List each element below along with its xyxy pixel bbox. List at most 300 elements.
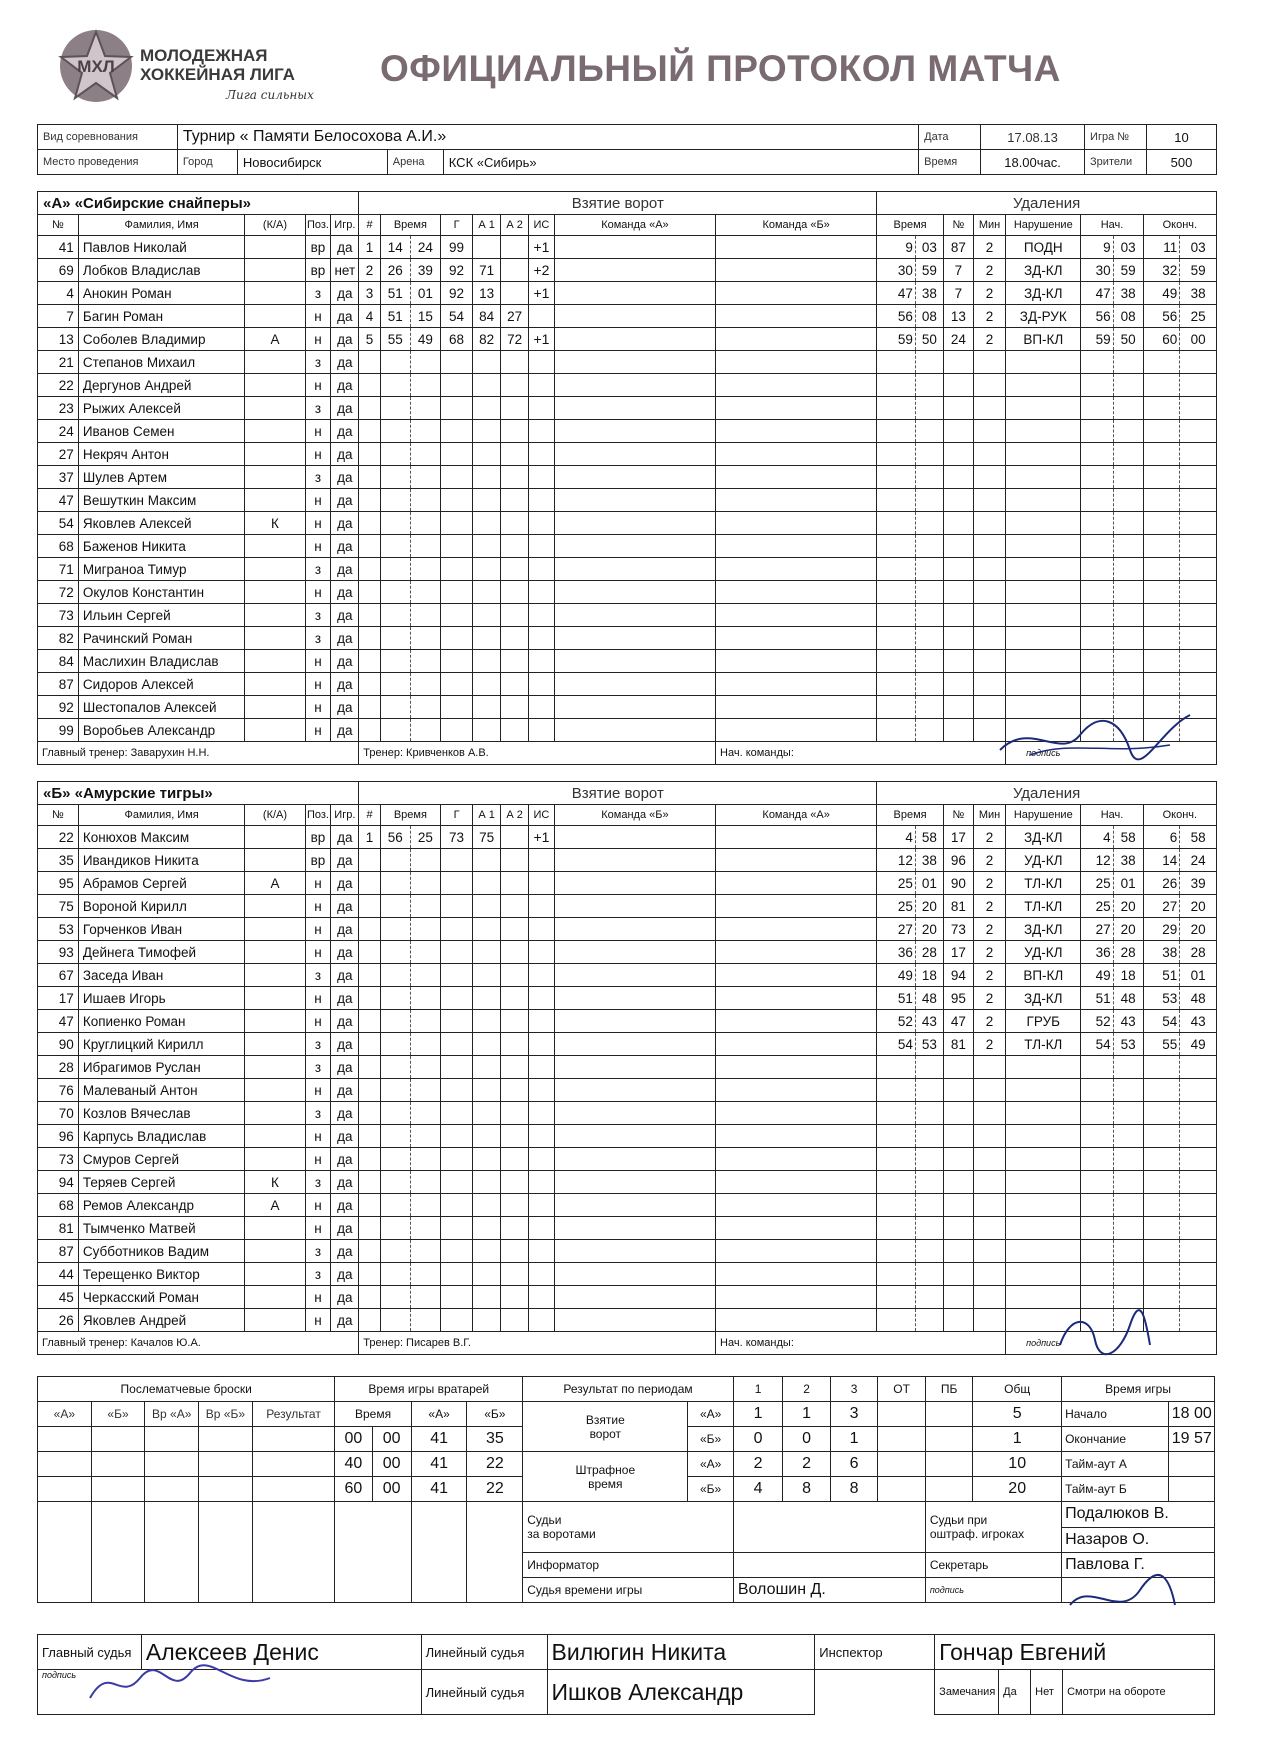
goal-strength — [529, 443, 555, 466]
goal-scorer — [440, 650, 472, 673]
goal-second — [410, 872, 440, 895]
goal-index — [359, 696, 380, 719]
penalty-player: 95 — [943, 987, 973, 1010]
penalty-start-minute: 12 — [1081, 849, 1113, 872]
goals-b-total: 1 — [973, 1427, 1062, 1452]
goal-assist-2 — [501, 696, 529, 719]
goal-scorer: 73 — [440, 826, 472, 849]
remarks-yes[interactable]: Да — [999, 1670, 1031, 1715]
goal-strength — [529, 627, 555, 650]
penalty-player — [943, 696, 973, 719]
goal-scorer — [440, 351, 472, 374]
penalty-start-second: 38 — [1113, 849, 1143, 872]
penalty-minutes — [973, 604, 1005, 627]
goal-assist-2 — [501, 558, 529, 581]
penalty-end-second — [1180, 627, 1217, 650]
goal-minute — [380, 696, 410, 719]
goal-second — [410, 1010, 440, 1033]
penalty-player — [943, 627, 973, 650]
penalty-player — [943, 1263, 973, 1286]
penalty-minute: 54 — [877, 1033, 916, 1056]
goal-assist-2 — [501, 895, 529, 918]
goal-strength — [529, 1125, 555, 1148]
goal-minute — [380, 1263, 410, 1286]
pim-a-p1: 2 — [733, 1452, 783, 1477]
goal-second — [410, 512, 440, 535]
player-row — [38, 1102, 1217, 1125]
penalty-end-second — [1180, 512, 1217, 535]
player-name: Павлов Николай — [78, 236, 245, 259]
goal-scorer — [440, 1079, 472, 1102]
goal-second — [410, 1148, 440, 1171]
penalty-start-second — [1113, 351, 1143, 374]
player-number: 53 — [38, 918, 79, 941]
venue-label: Место проведения — [38, 150, 178, 175]
penalty-second — [915, 558, 943, 581]
penalty-minutes — [973, 443, 1005, 466]
player-name: Рыжих Алексей — [78, 397, 245, 420]
penalty-end-minute — [1143, 581, 1180, 604]
goal-assist-2 — [501, 1148, 529, 1171]
assist2-header: А 2 — [501, 215, 529, 236]
goal-strength — [529, 673, 555, 696]
player-captain-mark — [245, 895, 305, 918]
goal-assist-1 — [473, 374, 501, 397]
goals-b-p3: 1 — [830, 1427, 877, 1452]
scorer-header: Г — [440, 805, 472, 826]
goal-strength — [529, 512, 555, 535]
player-captain-mark — [245, 1056, 305, 1079]
goal-scorer: 54 — [440, 305, 472, 328]
penalty-minutes — [973, 397, 1005, 420]
gk-row1-a: 41 — [411, 1427, 467, 1452]
penalty-second — [915, 443, 943, 466]
player-row — [38, 964, 1217, 987]
penalty-start-minute — [1081, 604, 1113, 627]
goals-team-left-cell — [554, 512, 715, 535]
player-number: 37 — [38, 466, 79, 489]
penalty-start-minute — [1081, 512, 1113, 535]
goal-assist-2 — [501, 351, 529, 374]
penalty-minute: 59 — [877, 328, 916, 351]
player-captain-mark — [245, 374, 305, 397]
penalty-minute — [877, 420, 916, 443]
penalty-minutes: 2 — [973, 987, 1005, 1010]
penalty-end-minute — [1143, 374, 1180, 397]
penalty-end-minute: 51 — [1143, 964, 1180, 987]
penalty-second — [915, 351, 943, 374]
goal-assist-2 — [501, 1079, 529, 1102]
penalty-minutes — [973, 1263, 1005, 1286]
goals-team-right-cell — [716, 1309, 877, 1332]
goal-minute — [380, 719, 410, 742]
penalty-minutes — [973, 1286, 1005, 1309]
player-captain-mark — [245, 489, 305, 512]
penalty-minute — [877, 1286, 916, 1309]
chief-referee-name: Алексеев Денис — [141, 1635, 421, 1670]
player-number: 71 — [38, 558, 79, 581]
goals-team-right-cell — [716, 1194, 877, 1217]
goals-team-left-cell — [554, 420, 715, 443]
goals-team-right-cell — [716, 1033, 877, 1056]
penalty-violation — [1006, 512, 1081, 535]
goal-index — [359, 849, 380, 872]
penalty-start-minute: 25 — [1081, 895, 1113, 918]
penalty-minute — [877, 1194, 916, 1217]
goal-second — [410, 581, 440, 604]
player-position: н — [305, 719, 331, 742]
goal-scorer — [440, 895, 472, 918]
penalty-player: 47 — [943, 1010, 973, 1033]
goal-scorer — [440, 872, 472, 895]
goal-assist-1 — [473, 1148, 501, 1171]
player-position: н — [305, 1286, 331, 1309]
goals-team-right-cell — [716, 1240, 877, 1263]
penalty-player — [943, 1125, 973, 1148]
penalty-minutes — [973, 1194, 1005, 1217]
goals-team-right-cell — [716, 420, 877, 443]
player-played: да — [331, 466, 359, 489]
penalty-start-second: 03 — [1113, 236, 1143, 259]
player-played: да — [331, 1286, 359, 1309]
player-row — [38, 443, 1217, 466]
goal-minute — [380, 849, 410, 872]
goals-team-left-cell — [554, 941, 715, 964]
penalty-end-second — [1180, 1125, 1217, 1148]
player-played: да — [331, 719, 359, 742]
goal-assist-1 — [473, 1171, 501, 1194]
player-number: 96 — [38, 1125, 79, 1148]
player-number: 44 — [38, 1263, 79, 1286]
goals-team-right-cell — [716, 558, 877, 581]
city-label: Город — [177, 150, 237, 175]
goals-team-right-cell — [716, 826, 877, 849]
penalty-end-second — [1180, 1079, 1217, 1102]
goal-index — [359, 535, 380, 558]
penalty-start-second — [1113, 1148, 1143, 1171]
goal-assist-2 — [501, 489, 529, 512]
goals-a-p1: 1 — [733, 1402, 783, 1427]
linesman-1-label: Линейный судья — [421, 1635, 547, 1670]
penalty-end-second: 38 — [1180, 282, 1217, 305]
pim-label-2: время — [588, 1476, 623, 1491]
goal-minute: 14 — [380, 236, 410, 259]
game-no-label: Игра № — [1085, 125, 1147, 150]
goal-assist-1 — [473, 558, 501, 581]
penalty-minute — [877, 489, 916, 512]
penalty-minute: 27 — [877, 918, 916, 941]
pim-a-p3: 6 — [830, 1452, 877, 1477]
chief-signature-label: подпись — [38, 1670, 422, 1715]
penalty-minutes: 2 — [973, 826, 1005, 849]
goal-scorer — [440, 987, 472, 1010]
remarks-no[interactable]: Нет — [1031, 1670, 1063, 1715]
goal-assist-2 — [501, 604, 529, 627]
penalty-minutes: 2 — [973, 964, 1005, 987]
penalty-minute — [877, 1263, 916, 1286]
penalty-minute: 49 — [877, 964, 916, 987]
penalty-minutes — [973, 558, 1005, 581]
player-position: н — [305, 650, 331, 673]
assist2-header: А 2 — [501, 805, 529, 826]
goal-assist-2 — [501, 374, 529, 397]
end-time: 19 57 — [1169, 1427, 1215, 1452]
coach: Тренер: Кривченков А.В. — [359, 742, 716, 765]
goal-strength — [529, 535, 555, 558]
goal-assist-2 — [501, 1102, 529, 1125]
player-row — [38, 466, 1217, 489]
so-team-a: «А» — [38, 1402, 92, 1427]
goals-team-left-cell — [554, 1010, 715, 1033]
goal-minute — [380, 1102, 410, 1125]
goal-second — [410, 719, 440, 742]
goals-title: Взятие ворот — [359, 192, 877, 215]
player-position: з — [305, 964, 331, 987]
penalty-start-minute — [1081, 466, 1113, 489]
player-played: да — [331, 964, 359, 987]
penalty-start-second — [1113, 627, 1143, 650]
player-name: Лобков Владислав — [78, 259, 245, 282]
goal-minute — [380, 650, 410, 673]
goal-assist-1 — [473, 443, 501, 466]
penalty-violation — [1006, 1148, 1081, 1171]
penalty-start-header: Нач. — [1081, 215, 1143, 236]
goal-index: 1 — [359, 236, 380, 259]
penalty-start-minute — [1081, 1171, 1113, 1194]
goal-strength — [529, 1217, 555, 1240]
goal-scorer — [440, 941, 472, 964]
goals-team-left-cell — [554, 1240, 715, 1263]
goal-assist-2 — [501, 872, 529, 895]
penalty-second — [915, 1102, 943, 1125]
penalty-end-second — [1180, 443, 1217, 466]
goal-scorer — [440, 1010, 472, 1033]
player-row — [38, 941, 1217, 964]
player-position: н — [305, 918, 331, 941]
penalty-judge-1: Подалюков В. — [1062, 1502, 1215, 1528]
penalty-end-minute — [1143, 1194, 1180, 1217]
goal-scorer: 92 — [440, 282, 472, 305]
penalty-second — [915, 1286, 943, 1309]
player-played: да — [331, 282, 359, 305]
penalty-player — [943, 1217, 973, 1240]
pim-team-a-label: «А» — [688, 1452, 733, 1477]
goals-team-right-cell — [716, 1056, 877, 1079]
penalty-end-minute — [1143, 535, 1180, 558]
player-captain-mark — [245, 719, 305, 742]
goals-team-right-cell — [716, 374, 877, 397]
penalty-start-minute — [1081, 535, 1113, 558]
timekeeper-label: Судья времени игры — [523, 1578, 734, 1603]
penalty-end-minute — [1143, 1171, 1180, 1194]
penalty-violation: ТЛ-КЛ — [1006, 895, 1081, 918]
goal-minute — [380, 397, 410, 420]
goal-minute: 55 — [380, 328, 410, 351]
goal-minute — [380, 1217, 410, 1240]
goal-minute: 51 — [380, 282, 410, 305]
penalty-end-minute — [1143, 1240, 1180, 1263]
player-number: 75 — [38, 895, 79, 918]
goal-assist-2 — [501, 1010, 529, 1033]
goal-minute — [380, 1194, 410, 1217]
goal-index — [359, 1102, 380, 1125]
goal-index — [359, 489, 380, 512]
goal-time-header: Время — [380, 805, 440, 826]
penalty-second — [915, 535, 943, 558]
scorer-header: Г — [440, 215, 472, 236]
penalty-player — [943, 1194, 973, 1217]
penalty-player — [943, 512, 973, 535]
date-label: Дата — [919, 125, 981, 150]
penalty-second — [915, 489, 943, 512]
goal-assist-1 — [473, 581, 501, 604]
penalty-second: 18 — [915, 964, 943, 987]
penalty-start-minute: 36 — [1081, 941, 1113, 964]
secretary-signature-icon — [1060, 1560, 1180, 1620]
goal-second — [410, 987, 440, 1010]
player-name: Круглицкий Кирилл — [78, 1033, 245, 1056]
player-number: 87 — [38, 1240, 79, 1263]
penalty-violation — [1006, 673, 1081, 696]
penalty-player — [943, 1056, 973, 1079]
penalty-second — [915, 604, 943, 627]
goal-second — [410, 1309, 440, 1332]
goal-assist-1 — [473, 987, 501, 1010]
penalty-minutes — [973, 1171, 1005, 1194]
player-number: 4 — [38, 282, 79, 305]
penalty-minute — [877, 397, 916, 420]
goal-assist-2 — [501, 719, 529, 742]
penalty-start-minute: 59 — [1081, 328, 1113, 351]
goal-assist-1 — [473, 719, 501, 742]
goals-team-left-cell — [554, 558, 715, 581]
penalty-violation: ПОДН — [1006, 236, 1081, 259]
goal-assist-2 — [501, 512, 529, 535]
goal-assist-2 — [501, 650, 529, 673]
penalty-start-second: 18 — [1113, 964, 1143, 987]
goals-team-left-cell — [554, 1286, 715, 1309]
penalty-start-minute — [1081, 1194, 1113, 1217]
player-row — [38, 581, 1217, 604]
player-played: да — [331, 443, 359, 466]
so-result: Результат — [252, 1402, 335, 1427]
player-played: да — [331, 941, 359, 964]
name-header: Фамилия, Имя — [78, 805, 245, 826]
penalty-end-second — [1180, 1171, 1217, 1194]
penalty-minute: 25 — [877, 872, 916, 895]
goals-team-right-cell — [716, 673, 877, 696]
goal-assist-1 — [473, 466, 501, 489]
goals-team-right-cell — [716, 443, 877, 466]
chief-referee-signature-icon — [80, 1658, 280, 1710]
goal-assist-1 — [473, 1217, 501, 1240]
penalty-minutes: 2 — [973, 236, 1005, 259]
player-position: вр — [305, 259, 331, 282]
penalty-start-second — [1113, 420, 1143, 443]
penalty-end-minute — [1143, 420, 1180, 443]
player-captain-mark — [245, 1217, 305, 1240]
violation-header: Нарушение — [1006, 215, 1081, 236]
penalty-player: 81 — [943, 895, 973, 918]
player-number: 24 — [38, 420, 79, 443]
player-position: н — [305, 1125, 331, 1148]
player-played: да — [331, 328, 359, 351]
goal-assist-1 — [473, 1309, 501, 1332]
player-played: да — [331, 627, 359, 650]
goal-minute — [380, 1240, 410, 1263]
penalty-end-minute: 53 — [1143, 987, 1180, 1010]
penalty-start-second — [1113, 581, 1143, 604]
penalty-player — [943, 558, 973, 581]
goals-team-left-cell — [554, 489, 715, 512]
goals-team-right-cell — [716, 351, 877, 374]
penalty-start-header: Нач. — [1081, 805, 1143, 826]
penalty-start-minute — [1081, 489, 1113, 512]
goal-strength — [529, 489, 555, 512]
player-row — [38, 259, 1217, 282]
penalty-minutes: 2 — [973, 1010, 1005, 1033]
penalty-end-second: 01 — [1180, 964, 1217, 987]
penalty-start-second — [1113, 1194, 1143, 1217]
pim-a-total: 10 — [973, 1452, 1062, 1477]
penalty-second: 38 — [915, 282, 943, 305]
team-title: «Б» «Амурские тигры» — [38, 782, 359, 805]
penalty-end-header: Оконч. — [1143, 215, 1216, 236]
penalty-no-header: № — [943, 805, 973, 826]
goal-index: 5 — [359, 328, 380, 351]
penalty-second: 59 — [915, 259, 943, 282]
player-number: 7 — [38, 305, 79, 328]
goal-assist-2 — [501, 964, 529, 987]
penalty-second: 53 — [915, 1033, 943, 1056]
player-captain-mark — [245, 1102, 305, 1125]
goal-assist-1: 82 — [473, 328, 501, 351]
player-position: вр — [305, 849, 331, 872]
penalty-minute: 52 — [877, 1010, 916, 1033]
penalty-end-minute: 27 — [1143, 895, 1180, 918]
player-row — [38, 1056, 1217, 1079]
player-captain-mark — [245, 259, 305, 282]
goal-minute — [380, 351, 410, 374]
penalty-violation — [1006, 489, 1081, 512]
penalty-violation: ЗД-РУК — [1006, 305, 1081, 328]
penalty-minute: 9 — [877, 236, 916, 259]
penalty-start-second — [1113, 673, 1143, 696]
goal-assist-2 — [501, 1217, 529, 1240]
penalty-player: 90 — [943, 872, 973, 895]
goals-team-right-cell — [716, 1010, 877, 1033]
player-number: 45 — [38, 1286, 79, 1309]
goal-scorer — [440, 489, 472, 512]
player-row — [38, 1286, 1217, 1309]
goal-minute — [380, 604, 410, 627]
player-row — [38, 489, 1217, 512]
penalty-second: 03 — [915, 236, 943, 259]
gk-row1-ss: 00 — [372, 1427, 411, 1452]
penalty-end-minute — [1143, 489, 1180, 512]
goals-team-left-cell — [554, 351, 715, 374]
goal-index — [359, 964, 380, 987]
player-position: з — [305, 466, 331, 489]
period-3-header: 3 — [830, 1377, 877, 1402]
goal-second — [410, 1240, 440, 1263]
player-played: да — [331, 872, 359, 895]
goal-second — [410, 1033, 440, 1056]
goal-index — [359, 443, 380, 466]
period-2-header: 2 — [783, 1377, 830, 1402]
penalty-violation: ТЛ-КЛ — [1006, 1033, 1081, 1056]
penalty-player — [943, 1309, 973, 1332]
